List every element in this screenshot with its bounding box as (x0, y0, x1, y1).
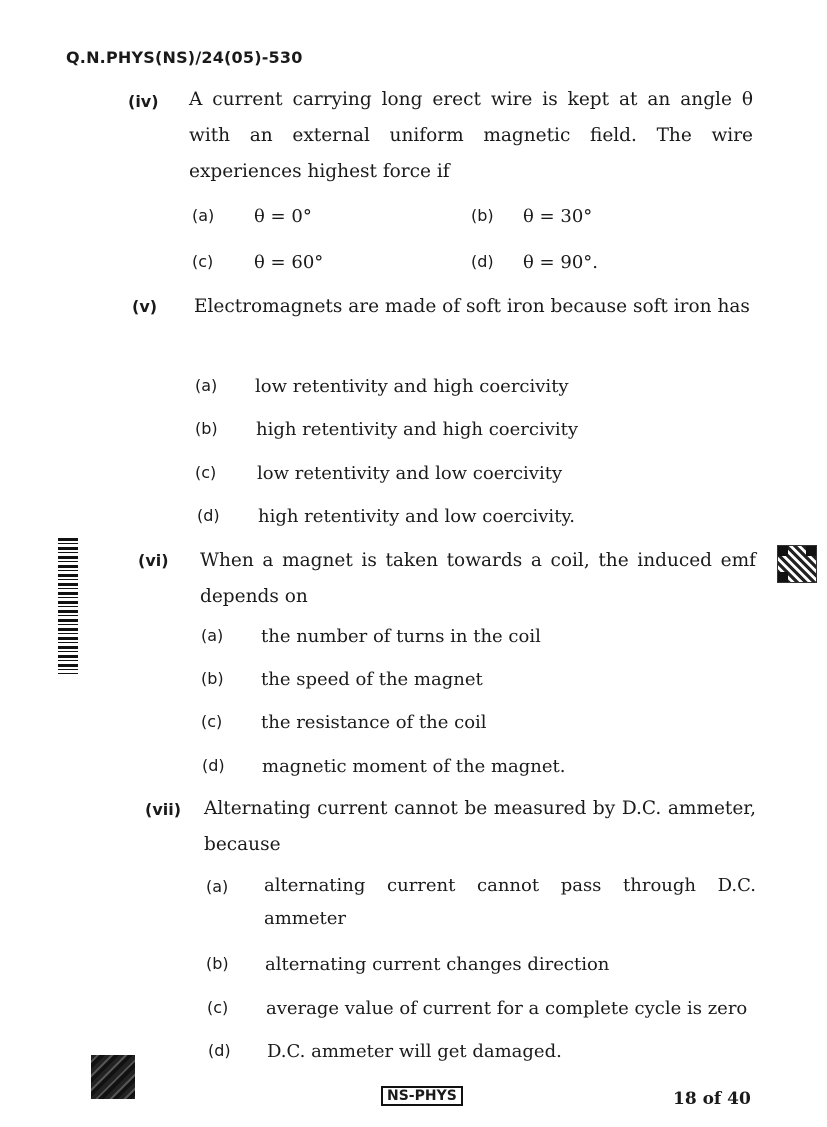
option-text: D.C. ammeter will get damaged. (267, 1041, 562, 1062)
option-label: (c) (195, 463, 217, 482)
option-label: (b) (206, 954, 229, 973)
option-label: (a) (192, 206, 215, 225)
question-number-vii: (vii) (145, 800, 182, 819)
option-text: θ = 0° (254, 206, 312, 227)
option-text: θ = 30° (523, 206, 593, 227)
option-label: (c) (201, 712, 223, 731)
option-label: (d) (197, 506, 220, 525)
question-text-vi: When a magnet is taken towards a coil, the induced emf depends on (200, 550, 756, 607)
page-number: 18 of 40 (673, 1089, 751, 1109)
option-label: (d) (208, 1041, 231, 1060)
question-text-iv: A current carrying long erect wire is kept at an angle θ with an external uniform magnetic field. The wire experiences highest force if (189, 89, 753, 182)
stamp-image (91, 1055, 135, 1099)
option-text: low retentivity and high coercivity (255, 376, 569, 397)
question-number-vi: (vi) (138, 551, 169, 570)
question-text-vii: Alternating current cannot be measured by D.C. ammeter, because (204, 798, 756, 855)
option-text: the number of turns in the coil (261, 626, 541, 647)
question-number-v: (v) (132, 297, 158, 316)
option-label: (c) (207, 998, 229, 1017)
barcode-image (58, 538, 78, 674)
option-label: (a) (201, 626, 224, 645)
option-text: θ = 60° (254, 252, 324, 273)
option-label: (d) (471, 252, 494, 271)
option-text: alternating current changes direction (265, 954, 610, 975)
question-text-v: Electromagnets are made of soft iron because soft iron has (194, 296, 750, 317)
option-label: (c) (192, 252, 214, 271)
option-label: (b) (195, 419, 218, 438)
option-text: the resistance of the coil (261, 712, 487, 733)
option-label: (b) (471, 206, 494, 225)
option-text: low retentivity and low coercivity (257, 463, 563, 484)
option-text: θ = 90°. (523, 252, 598, 273)
option-text: alternating current cannot pass through D.C. ammeter (264, 875, 756, 929)
footer-code-box: NS-PHYS (381, 1086, 463, 1106)
option-text: average value of current for a complete cycle is zero (266, 998, 748, 1019)
option-label: (a) (195, 376, 218, 395)
option-label: (d) (202, 756, 225, 775)
option-text: magnetic moment of the magnet. (262, 756, 566, 777)
option-label: (a) (206, 877, 229, 896)
paper-code: Q.N.PHYS(NS)/24(05)-530 (66, 48, 303, 67)
qr-code-image (777, 545, 817, 583)
question-number-iv: (iv) (128, 92, 159, 111)
option-text: the speed of the magnet (261, 669, 483, 690)
option-label: (b) (201, 669, 224, 688)
option-text: high retentivity and low coercivity. (258, 506, 575, 527)
option-text: high retentivity and high coercivity (256, 419, 579, 440)
